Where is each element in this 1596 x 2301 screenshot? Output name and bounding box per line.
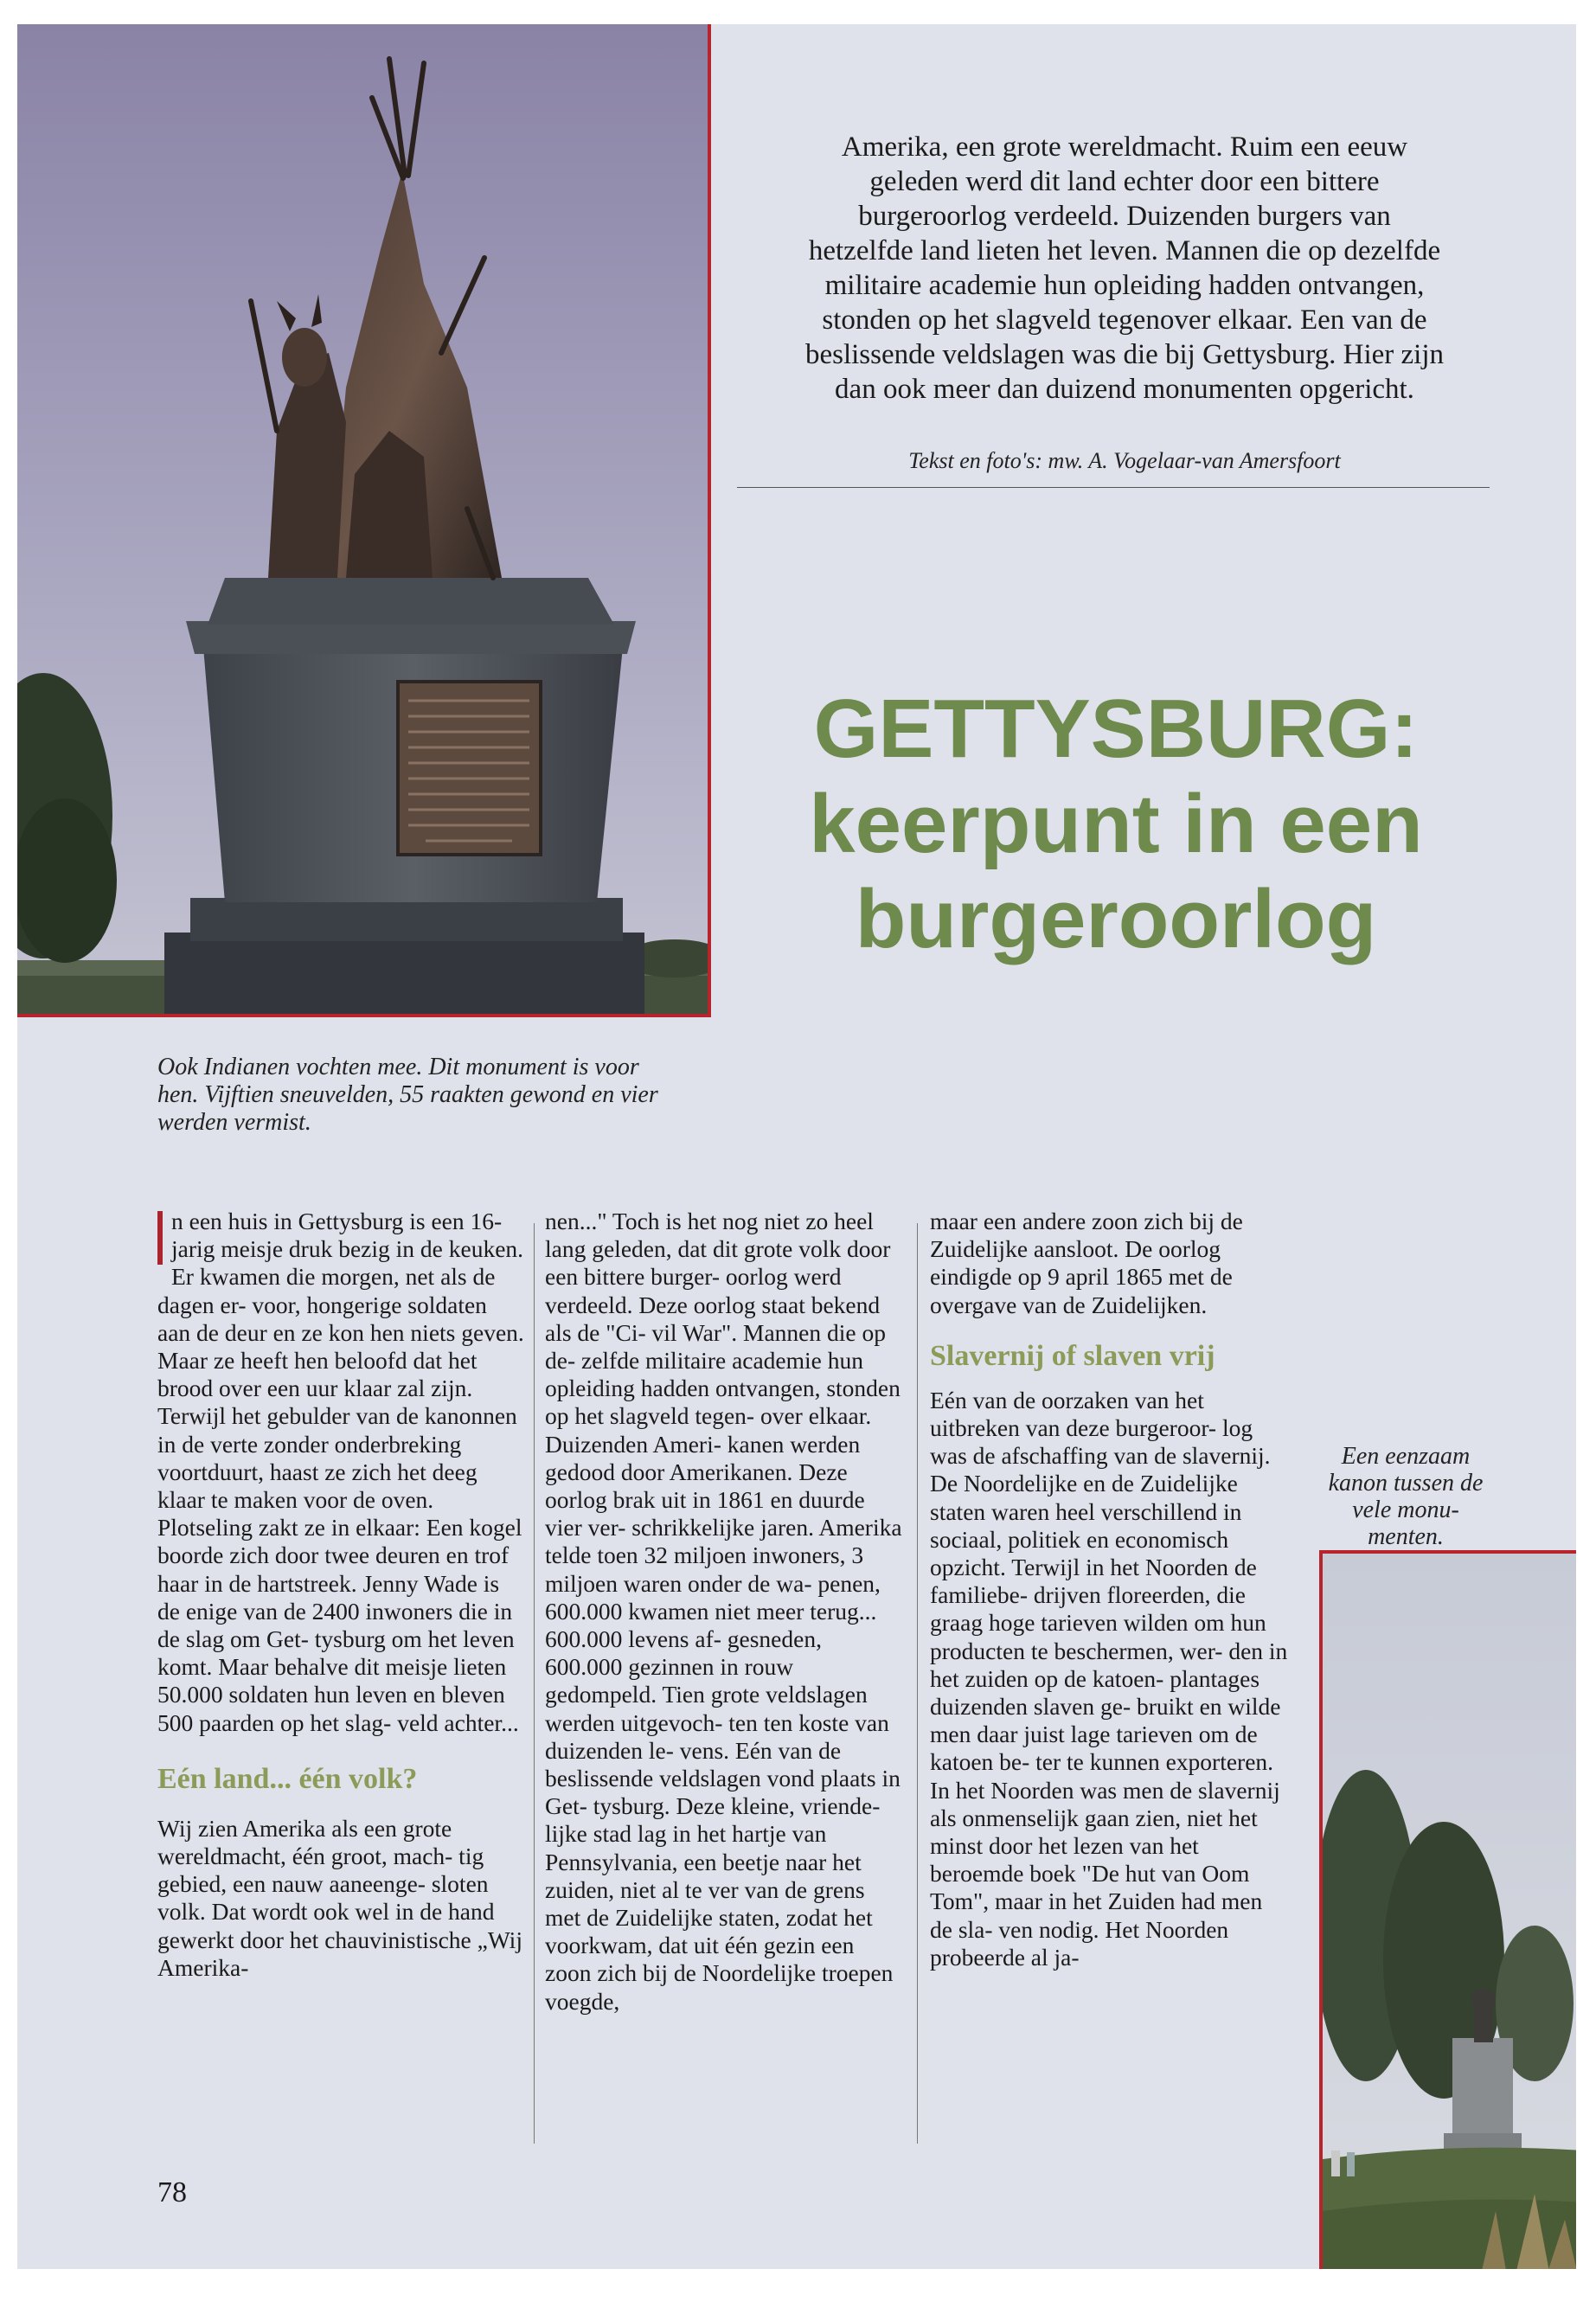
headline-line-3: burgeroorlog	[855, 873, 1377, 965]
article-paragraph-opening	[157, 1208, 525, 1737]
article-paragraph-5: Eén van de oorzaken van het uitbreken van deze burgeroor- log was de afschaffing van de slavernij. De Noordelijke en de Zuidelijke staten waren heel verschillend in sociaal, politiek en economisch opzicht. Terwijl in het Noorden de familiebe- drijven floreerden, die graag hoge tarieven wilden om hun producten te beschermen, wer- den in het zuiden op de katoen- plantages duizenden slaven ge- bruikt en wilde men daar juist lage tarieven om de katoen be- ter te kunnen exporteren. In het Noorden was men de slavernij als onmenselijk gaan zien, niet het minst door het lezen van het beroemde boek "De hut van Oom Tom", maar in het Zuiden had men de sla- ven nodig. Het Noorden probeerde al ja-	[930, 1386, 1288, 1971]
headline	[727, 682, 1505, 967]
cannon-photo-illustration	[1323, 1554, 1576, 2269]
cannon-photo-caption: Een eenzaam kanon tussen de vele monu- menten.	[1328, 1443, 1484, 1550]
article-column-2	[545, 1208, 904, 2016]
magazine-page	[17, 24, 1576, 2269]
article-paragraph-4: maar een andere zoon zich bij de Zuidelijke aansloot. De oorlog eindigde op 9 april 1865 met de overgave van de Zuidelijken.	[930, 1208, 1243, 1318]
drop-cap-bar	[157, 1211, 163, 1265]
intro-line-8: dan ook meer dan duizend monumenten opgericht.	[835, 374, 1414, 405]
column-divider-1	[534, 1223, 535, 2144]
article-paragraph-3: nen..." Toch is het nog niet zo heel lang geleden, dat dit grote volk door een bittere burger- oorlog werd verdeeld. Deze oorlog staat bekend als de "Ci- vil War". Mannen die op de- zelfde militaire academie hun opleiding hadden ontvangen, stonden op het slagveld tegen- over elkaar. Duizenden Ameri- kanen werden gedood door Amerikanen. Deze oorlog brak uit in 1861 en duurde vier ver- schrikkelijke jaren. Amerika telde toen 32 miljoen inwoners, 3 miljoen waren onder de wa- penen, 600.000 kwamen niet meer terug... 600.000 levens af- gesneden, 600.000 gezinnen in rouw gedompeld. Tien grote veldslagen werden uitgevoch- ten ten koste van duizenden le- vens. Eén van de beslissende veldslagen vond plaats in Get- tysburg. Deze kleine, vriende- lijke stad lag in het hartje van Pennsylvania, een beetje naar het zuiden, niet al te ver van de grens met de Zuidelijke staten, zodat het voorkwam, dat uit één gezin een zoon zich bij de Noordelijke troepen voegde,	[545, 1208, 902, 2015]
intro-line-2: geleden werd dit land echter door een bittere	[869, 166, 1380, 197]
intro-line-6: stonden op het slagveld tegenover elkaar. Een van de	[822, 304, 1427, 336]
intro-line-3: burgeroorlog verdeeld. Duizenden burgers van	[858, 201, 1391, 232]
intro-line-5: militaire academie hun opleiding hadden ontvangen,	[824, 270, 1425, 301]
headline-line-1: GETTYSBURG:	[813, 683, 1419, 775]
article-paragraph-opening-text: n een huis in Gettysburg is een 16-jarig meisje druk bezig in de keuken. Er kwamen die morgen, net als de dagen er- voor, hongerige soldaten aan de deur en ze kon hen niets geven. Maar ze heeft hen beloofd dat het brood over een uur klaar zal zijn. Terwijl het gebulder van de kanonnen in de verte zonder onderbreking voortduurt, haast ze zich het deeg klaar te maken voor de oven. Plotseling zakt ze in elkaar: Een kogel boorde zich door twee deuren en trof haar in de hartstreek. Jenny Wade is de enige van de 2400 inwoners die in de slag om Get- tysburg om het leven komt. Maar behalve dit meisje lieten 50.000 soldaten hun leven en bleven 500 paarden op het slag- veld achter...	[157, 1208, 524, 1736]
cannon-photo	[1319, 1550, 1576, 2269]
headline-line-2: keerpunt in een	[809, 778, 1423, 870]
article-column-1	[157, 1208, 525, 1982]
intro-line-1: Amerika, een grote wereldmacht. Ruim een eeuw	[841, 131, 1408, 163]
subheading-een-land: Eén land... één volk?	[157, 1762, 418, 1795]
intro-line-4: hetzelfde land lieten het leven. Mannen die op dezelfde	[808, 235, 1441, 266]
byline-divider	[737, 487, 1490, 488]
monument-photo-caption: Ook Indianen vochten mee. Dit monument is voor hen. Vijftien sneuvelden, 55 raakten gewond en vier werden vermist.	[157, 1054, 658, 1136]
monument-photo	[17, 24, 711, 1017]
subheading-slavernij: Slavernij of slaven vrij	[930, 1339, 1215, 1372]
column-divider-2	[917, 1223, 918, 2144]
article-paragraph-2: Wij zien Amerika als een grote wereldmacht, één groot, mach- tig gebied, een nauw aaneenge- sloten volk. Dat wordt ook wel in de hand gewerkt door het chauvinistische „Wij Amerika-	[157, 1814, 522, 1981]
monument-photo-illustration	[17, 24, 708, 1014]
byline: Tekst en foto's: mw. A. Vogelaar-van Amersfoort	[908, 448, 1341, 473]
article-column-3	[930, 1208, 1289, 1971]
intro-paragraph	[753, 130, 1497, 407]
page-number: 78	[157, 2176, 187, 2208]
intro-line-7: beslissende veldslagen was die bij Gettysburg. Hier zijn	[804, 339, 1445, 370]
